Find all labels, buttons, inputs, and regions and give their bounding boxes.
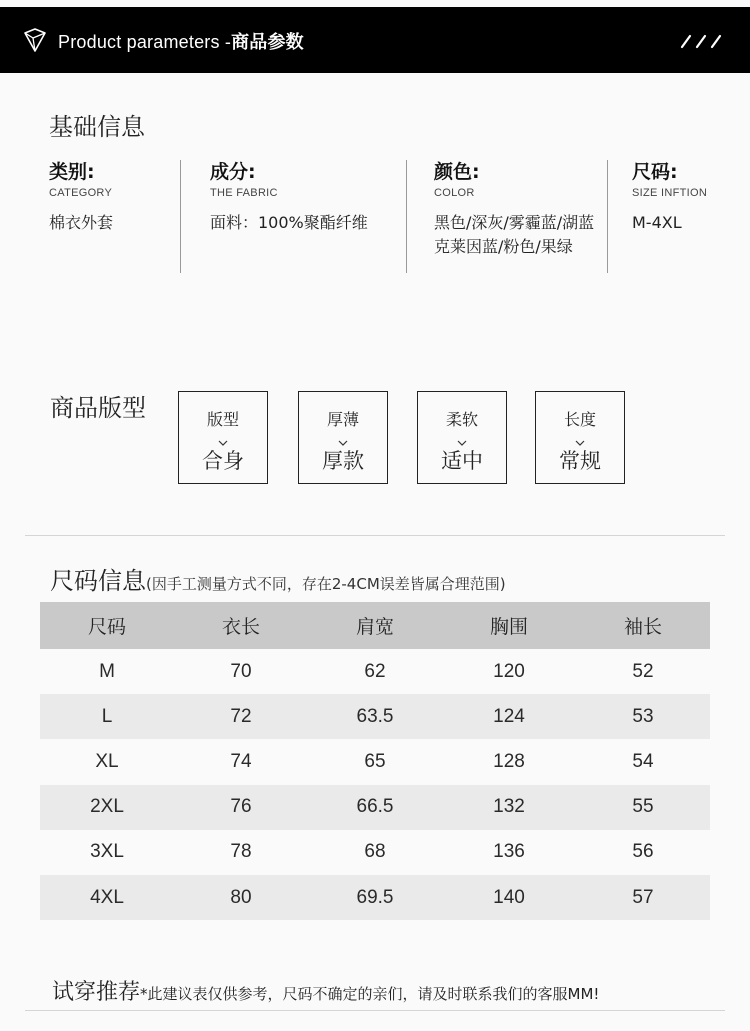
table-cell: XL — [95, 750, 119, 772]
table-row — [40, 785, 710, 830]
fit-value: 适中 — [441, 449, 483, 473]
table-cell: 62 — [364, 660, 386, 682]
info-label: 类别: — [49, 161, 95, 183]
column-header: 尺码 — [40, 602, 174, 649]
info-label: 尺码: — [632, 161, 678, 183]
fit-value: 合身 — [202, 449, 244, 473]
chevron-down-icon — [536, 432, 624, 442]
fitting-tip — [52, 975, 599, 1006]
table-cell: 65 — [364, 750, 386, 772]
table-cell: 55 — [576, 785, 710, 830]
fitting-tip-note: *此建议表仅供参考，尺码不确定的亲们，请及时联系我们的客服MM! — [140, 985, 600, 1003]
column-header: 肩宽 — [308, 602, 442, 649]
table-row — [40, 875, 710, 920]
section-divider — [25, 535, 725, 536]
fit-key: 厚薄 — [326, 410, 359, 429]
size-info-note: (因手工测量方式不同，存在2-4CM误差皆属合理范围) — [146, 575, 506, 593]
product-fit-title: 商品版型 — [50, 394, 146, 422]
table-cell: 78 — [230, 841, 252, 863]
info-value: 棉衣外套 — [49, 213, 114, 232]
chevron-down-icon — [179, 432, 267, 442]
header-title-en: Product parameters - — [58, 32, 232, 52]
table-cell: 80 — [174, 875, 308, 920]
fit-box-thickness — [298, 391, 388, 484]
info-label-en: COLOR — [434, 187, 475, 199]
divider — [406, 160, 407, 273]
chevron-down-icon — [418, 432, 506, 442]
info-value: 黑色/深灰/雾霾蓝/湖蓝克莱因蓝/粉色/果绿 — [434, 213, 595, 256]
table-cell: 120 — [493, 660, 525, 682]
divider — [607, 160, 608, 273]
table-row — [40, 830, 710, 875]
table-cell: 56 — [632, 841, 654, 863]
info-label: 颜色: — [434, 161, 480, 183]
table-cell: 4XL — [40, 875, 174, 920]
table-cell: L — [40, 694, 174, 739]
table-cell: 69.5 — [308, 875, 442, 920]
header-bar — [0, 7, 750, 73]
table-row — [40, 649, 710, 694]
table-cell: M — [99, 660, 115, 682]
triple-slash-icon — [680, 33, 724, 49]
section-divider — [25, 1010, 725, 1011]
table-cell: 124 — [442, 694, 576, 739]
divider — [180, 160, 181, 273]
table-cell: 68 — [364, 841, 386, 863]
column-header: 胸围 — [442, 602, 576, 649]
table-cell: 74 — [230, 750, 252, 772]
table-cell: 136 — [493, 841, 525, 863]
info-label-en: SIZE INFTION — [632, 187, 708, 199]
basic-info-title: 基础信息 — [49, 113, 145, 141]
info-fabric — [210, 157, 400, 235]
table-cell: 3XL — [90, 841, 124, 863]
table-cell: 57 — [576, 875, 710, 920]
column-header: 衣长 — [174, 602, 308, 649]
table-cell: 52 — [632, 660, 654, 682]
table-cell: 140 — [442, 875, 576, 920]
table-cell: 128 — [493, 750, 525, 772]
fit-value: 常规 — [559, 449, 601, 473]
chevron-down-icon — [299, 432, 387, 442]
table-cell: 72 — [174, 694, 308, 739]
info-value: M-4XL — [632, 213, 682, 232]
fit-box-softness — [417, 391, 507, 484]
table-cell: 76 — [174, 785, 308, 830]
info-size — [632, 157, 742, 235]
size-info-title: 尺码信息 — [50, 567, 146, 595]
info-category — [49, 157, 169, 235]
fit-value: 厚款 — [322, 449, 364, 473]
table-row — [40, 694, 710, 739]
fitting-tip-title: 试穿推荐 — [52, 980, 141, 1005]
diamond-logo-icon — [22, 27, 48, 53]
info-label: 成分: — [210, 161, 256, 183]
table-header-row — [40, 602, 710, 649]
table-cell: 132 — [442, 785, 576, 830]
table-cell: 66.5 — [308, 785, 442, 830]
size-table — [40, 602, 710, 920]
table-cell: 2XL — [40, 785, 174, 830]
info-value: 面料：100%聚酯纤维 — [210, 213, 368, 232]
table-cell: 63.5 — [308, 694, 442, 739]
column-header: 袖长 — [576, 602, 710, 649]
table-cell: 70 — [230, 660, 252, 682]
info-label-en: CATEGORY — [49, 187, 113, 199]
table-cell: 54 — [632, 750, 654, 772]
fit-key: 柔软 — [445, 410, 478, 429]
info-label-en: THE FABRIC — [210, 187, 278, 199]
info-color — [434, 157, 610, 259]
header-title-cn: 商品参数 — [231, 32, 304, 53]
table-cell: 53 — [576, 694, 710, 739]
fit-key: 长度 — [563, 410, 596, 429]
fit-box-length — [535, 391, 625, 484]
fit-box-version — [178, 391, 268, 484]
fit-key: 版型 — [206, 410, 239, 429]
size-info-heading — [50, 561, 506, 596]
header-title — [58, 28, 304, 54]
table-row — [40, 739, 710, 784]
